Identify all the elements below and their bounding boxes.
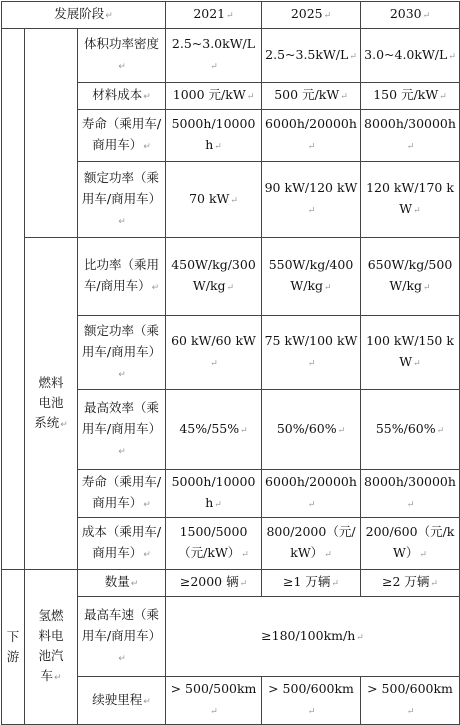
table-row — [2, 570, 460, 597]
table-cell: ≥2000 辆↵ — [166, 570, 262, 597]
table-cell: 8000h/30000h↵ — [361, 470, 460, 518]
row-label: 材料成本↵ — [78, 83, 166, 110]
row-label: 比功率（乘用车/商用车）↵ — [78, 238, 166, 316]
table-cell: 6000h/20000h↵ — [262, 470, 361, 518]
table-cell: 120 kW/170 kW↵ — [361, 162, 460, 238]
table-cell: 2.5~3.0kW/L↵ — [166, 29, 262, 83]
stage-header: 发展阶段↵ — [2, 2, 166, 29]
table-cell: 60 kW/60 kW↵ — [166, 316, 262, 390]
table-cell: ≥2 万辆↵ — [361, 570, 460, 597]
group-cell-fuel-cell-vehicle: 氢燃 料电 池汽 车↵ — [25, 570, 78, 725]
table-cell: 6000h/20000h↵ — [262, 110, 361, 162]
table-cell: 70 kW↵ — [166, 162, 262, 238]
row-label: 续驶里程↵ — [78, 677, 166, 725]
table-cell: 3.0~4.0kW/L↵ — [361, 29, 460, 83]
merged-speed-cell: ≥180/100km/h↵ — [166, 597, 460, 677]
year-header: 2030↵ — [361, 2, 460, 29]
group-cell-stack — [25, 29, 78, 238]
roadmap-table — [1, 1, 460, 725]
table-cell: 5000h/10000h↵ — [166, 470, 262, 518]
row-label: 最高车速（乘用车/商用车）↵ — [78, 597, 166, 677]
table-row — [2, 238, 460, 316]
table-cell: ≥1 万辆↵ — [262, 570, 361, 597]
row-label: 最高效率（乘用车/商用车）↵ — [78, 390, 166, 470]
row-label: 寿命（乘用车/商用车）↵ — [78, 110, 166, 162]
table-cell: 100 kW/150 kW↵ — [361, 316, 460, 390]
table-cell: 150 元/kW↵ — [361, 83, 460, 110]
table-cell: 50%/60%↵ — [262, 390, 361, 470]
table-cell: 1500/5000（元/kW）↵ — [166, 518, 262, 570]
table-cell: 650W/kg/500W/kg↵ — [361, 238, 460, 316]
table-cell: 90 kW/120 kW↵ — [262, 162, 361, 238]
table-cell: 1000 元/kW↵ — [166, 83, 262, 110]
table-cell: 8000h/30000h↵ — [361, 110, 460, 162]
table-cell: 200/600（元/kW）↵ — [361, 518, 460, 570]
row-label: 成本（乘用车/商用车）↵ — [78, 518, 166, 570]
group-cell-downstream: 下 游 — [2, 570, 25, 725]
row-label: 体积功率密度↵ — [78, 29, 166, 83]
table-cell: 55%/60%↵ — [361, 390, 460, 470]
table-cell: 5000h/10000h↵ — [166, 110, 262, 162]
year-header: 2021↵ — [166, 2, 262, 29]
table-cell: 450W/kg/300W/kg↵ — [166, 238, 262, 316]
table-cell: 800/2000（元/kW）↵ — [262, 518, 361, 570]
table-cell: 75 kW/100 kW↵ — [262, 316, 361, 390]
group-cell-blank — [2, 29, 25, 570]
table-cell: 45%/55%↵ — [166, 390, 262, 470]
table-cell: 500 元/kW↵ — [262, 83, 361, 110]
table-cell: > 500/600km↵ — [361, 677, 460, 725]
table-cell: > 500/500km↵ — [166, 677, 262, 725]
row-label: 额定功率（乘用车/商用车）↵ — [78, 162, 166, 238]
row-label: 额定功率（乘用车/商用车）↵ — [78, 316, 166, 390]
row-label: 寿命（乘用车/商用车）↵ — [78, 470, 166, 518]
table-cell: 550W/kg/400W/kg↵ — [262, 238, 361, 316]
year-header: 2025↵ — [262, 2, 361, 29]
table-cell: > 500/600km↵ — [262, 677, 361, 725]
header-row — [2, 2, 460, 29]
group-cell-fuel-cell-system: 燃料 电池 系统↵ — [25, 238, 78, 570]
table-row — [2, 29, 460, 83]
row-label: 数量↵ — [78, 570, 166, 597]
table-cell: 2.5~3.5kW/L↵ — [262, 29, 361, 83]
